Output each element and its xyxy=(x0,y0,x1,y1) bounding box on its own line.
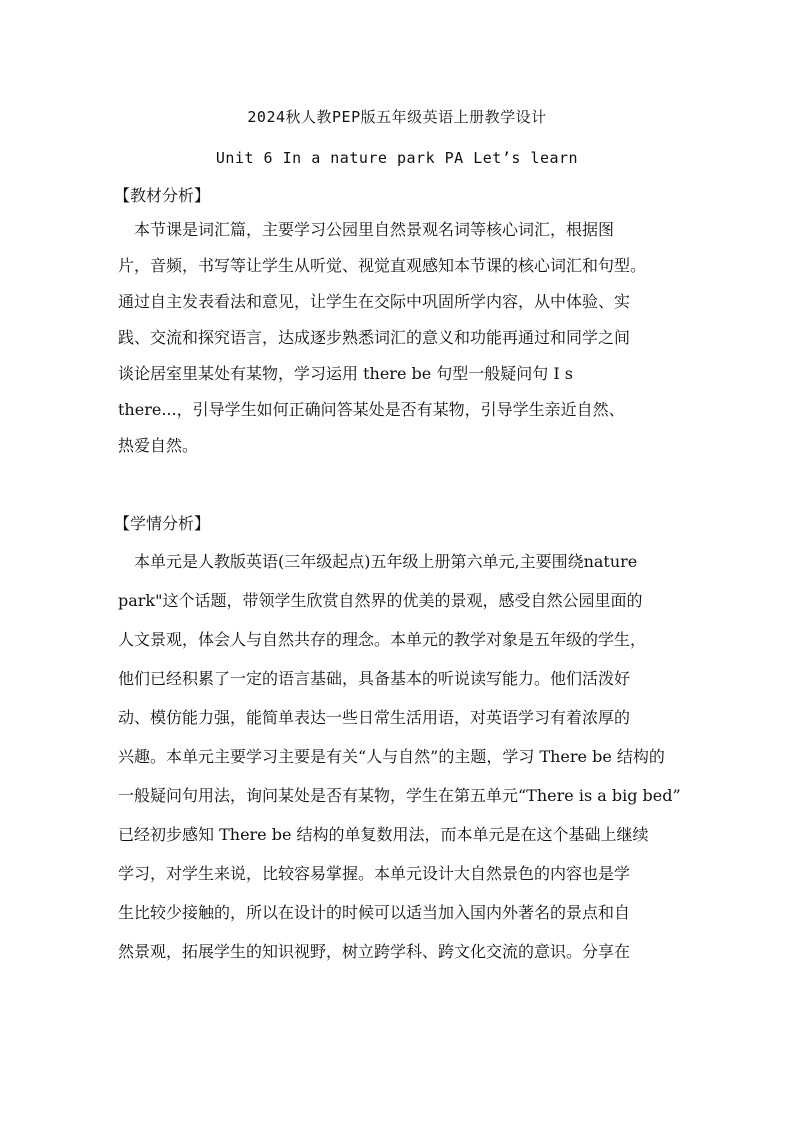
section-heading-textbook-analysis: 【教材分析】 xyxy=(114,186,211,205)
section-body-learner-analysis xyxy=(118,542,710,971)
document-subtitle: Unit 6 In a nature park PA Let’s learn xyxy=(215,149,579,167)
paragraph-line: 人文景观，体会人与自然共存的理念。本单元的教学对象是五年级的学生， xyxy=(118,630,647,649)
paragraph-line: park"这个话题，带领学生欣赏自然界的优美的景观，感受自然公园里面的 xyxy=(118,591,643,610)
paragraph-line: 生比较少接触的，所以在设计的时候可以适当加入国内外著名的景点和自 xyxy=(118,903,631,922)
paragraph-line: 践、交流和探究语言，达成逐步熟悉词汇的意义和功能再通过和同学之间 xyxy=(118,328,631,347)
paragraph-line: there...，引导学生如何正确问答某处是否有某物，引导学生亲近自然、 xyxy=(118,400,625,419)
paragraph-line: 学习，对学生来说，比较容易掌握。本单元设计大自然景色的内容也是学 xyxy=(118,864,631,883)
section-body-textbook-analysis xyxy=(118,212,710,464)
paragraph-line: 然景观，拓展学生的知识视野，树立跨学科、跨文化交流的意识。分享在 xyxy=(118,942,631,961)
paragraph-line: 动、模仿能力强，能简单表达一些日常生活用语，对英语学习有着浓厚的 xyxy=(118,708,631,727)
paragraph-line: 一般疑问句用法，询问某处是否有某物，学生在第五单元“There is a big bed” xyxy=(118,786,681,805)
paragraph-line: 已经初步感知 There be 结构的单复数用法，而本单元是在这个基础上继续 xyxy=(118,825,649,844)
paragraph-line: 兴趣。本单元主要学习主要是有关“人与自然”的主题，学习 There be 结构的 xyxy=(118,747,665,766)
document-title: 2024秋人教PEP版五年级英语上册教学设计 xyxy=(247,108,547,126)
paragraph-line: 谈论居室里某处有某物，学习运用 there be 句型一般疑问句 I s xyxy=(118,364,573,383)
section-heading-learner-analysis: 【学情分析】 xyxy=(114,514,211,533)
paragraph-line: 他们已经积累了一定的语言基础，具备基本的听说读写能力。他们活泼好 xyxy=(118,669,631,688)
paragraph-line: 本单元是人教版英语(三年级起点)五年级上册第六单元,主要围绕nature xyxy=(134,552,638,571)
paragraph-line: 本节课是词汇篇，主要学习公园里自然景观名词等核心词汇，根据图 xyxy=(134,220,615,239)
paragraph-line: 通过自主发表看法和意见，让学生在交际中巩固所学内容，从中体验、实 xyxy=(118,292,631,311)
paragraph-line: 热爱自然。 xyxy=(118,436,199,455)
paragraph-line: 片，音频，书写等让学生从听觉、视觉直观感知本节课的核心词汇和句型。 xyxy=(118,256,647,275)
